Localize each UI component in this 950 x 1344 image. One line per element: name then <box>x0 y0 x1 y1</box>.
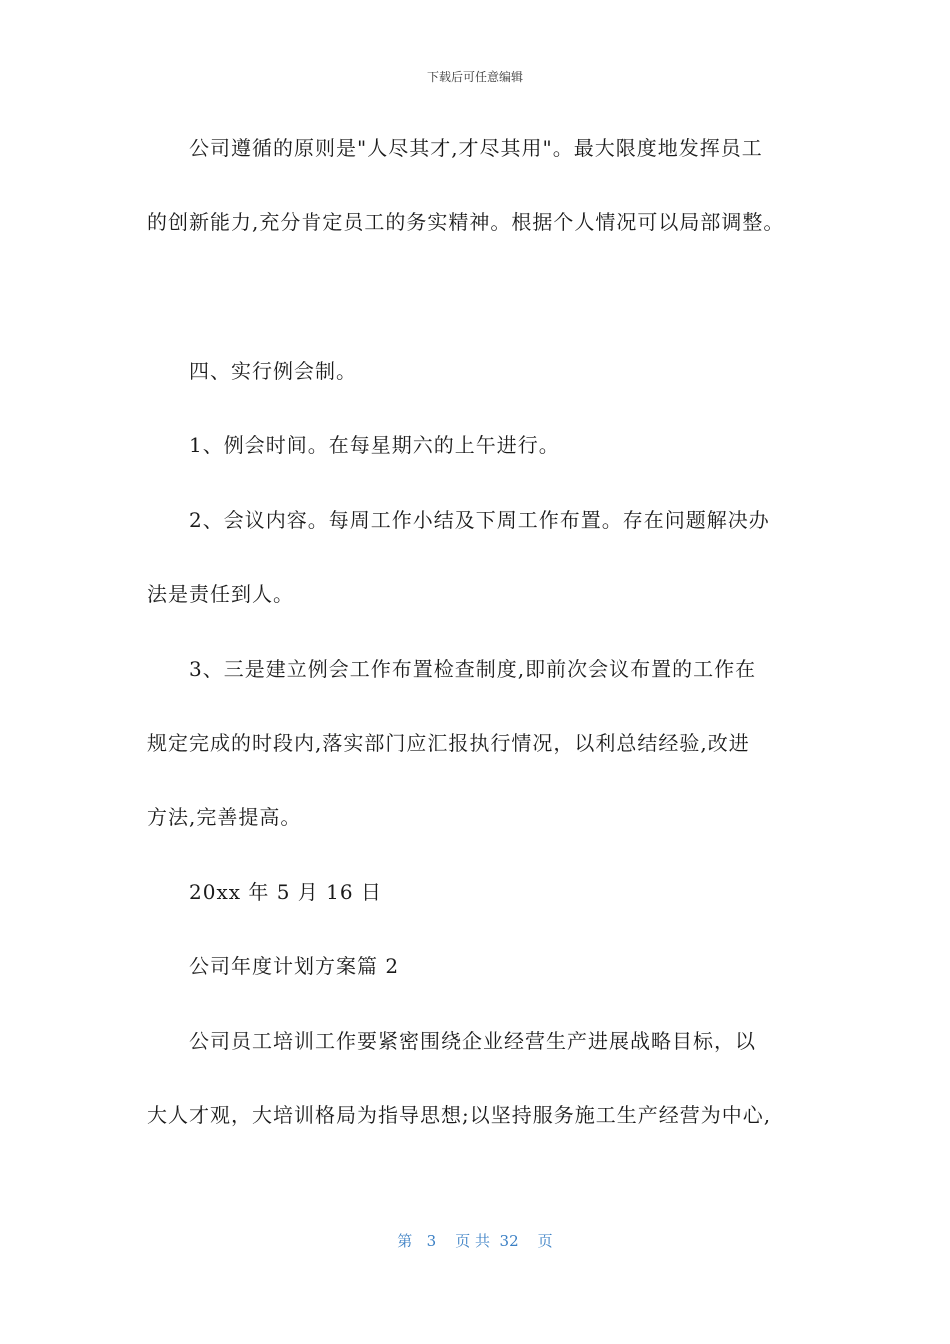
paragraph-line: 方法,完善提高。 <box>147 805 302 829</box>
paragraph-line: 公司员工培训工作要紧密围绕企业经营生产进展战略目标，以 <box>189 1029 756 1053</box>
section-heading: 四、实行例会制。 <box>189 359 357 383</box>
paragraph-line: 3、三是建立例会工作布置检查制度,即前次会议布置的工作在 <box>189 657 757 681</box>
date-line: 20xx 年 5 月 16 日 <box>189 880 382 904</box>
page-footer: 第 3 页 共 32 页 <box>397 1232 553 1250</box>
paragraph-line: 公司遵循的原则是"人尽其才,才尽其用"。最大限度地发挥员工 <box>189 136 763 160</box>
paragraph-line: 法是责任到人。 <box>147 582 294 606</box>
paragraph-line: 大人才观，大培训格局为指导思想;以坚持服务施工生产经营为中心, <box>147 1103 772 1127</box>
section-title: 公司年度计划方案篇 2 <box>189 954 400 978</box>
paragraph-line: 规定完成的时段内,落实部门应汇报执行情况，以利总结经验,改进 <box>147 731 750 755</box>
paragraph-line: 1、例会时间。在每星期六的上午进行。 <box>189 433 560 457</box>
paragraph-line: 的创新能力,充分肯定员工的务实精神。根据个人情况可以局部调整。 <box>147 210 785 234</box>
page-header: 下载后可任意编辑 <box>426 70 523 84</box>
paragraph-line: 2、会议内容。每周工作小结及下周工作布置。存在问题解决办 <box>189 508 770 532</box>
